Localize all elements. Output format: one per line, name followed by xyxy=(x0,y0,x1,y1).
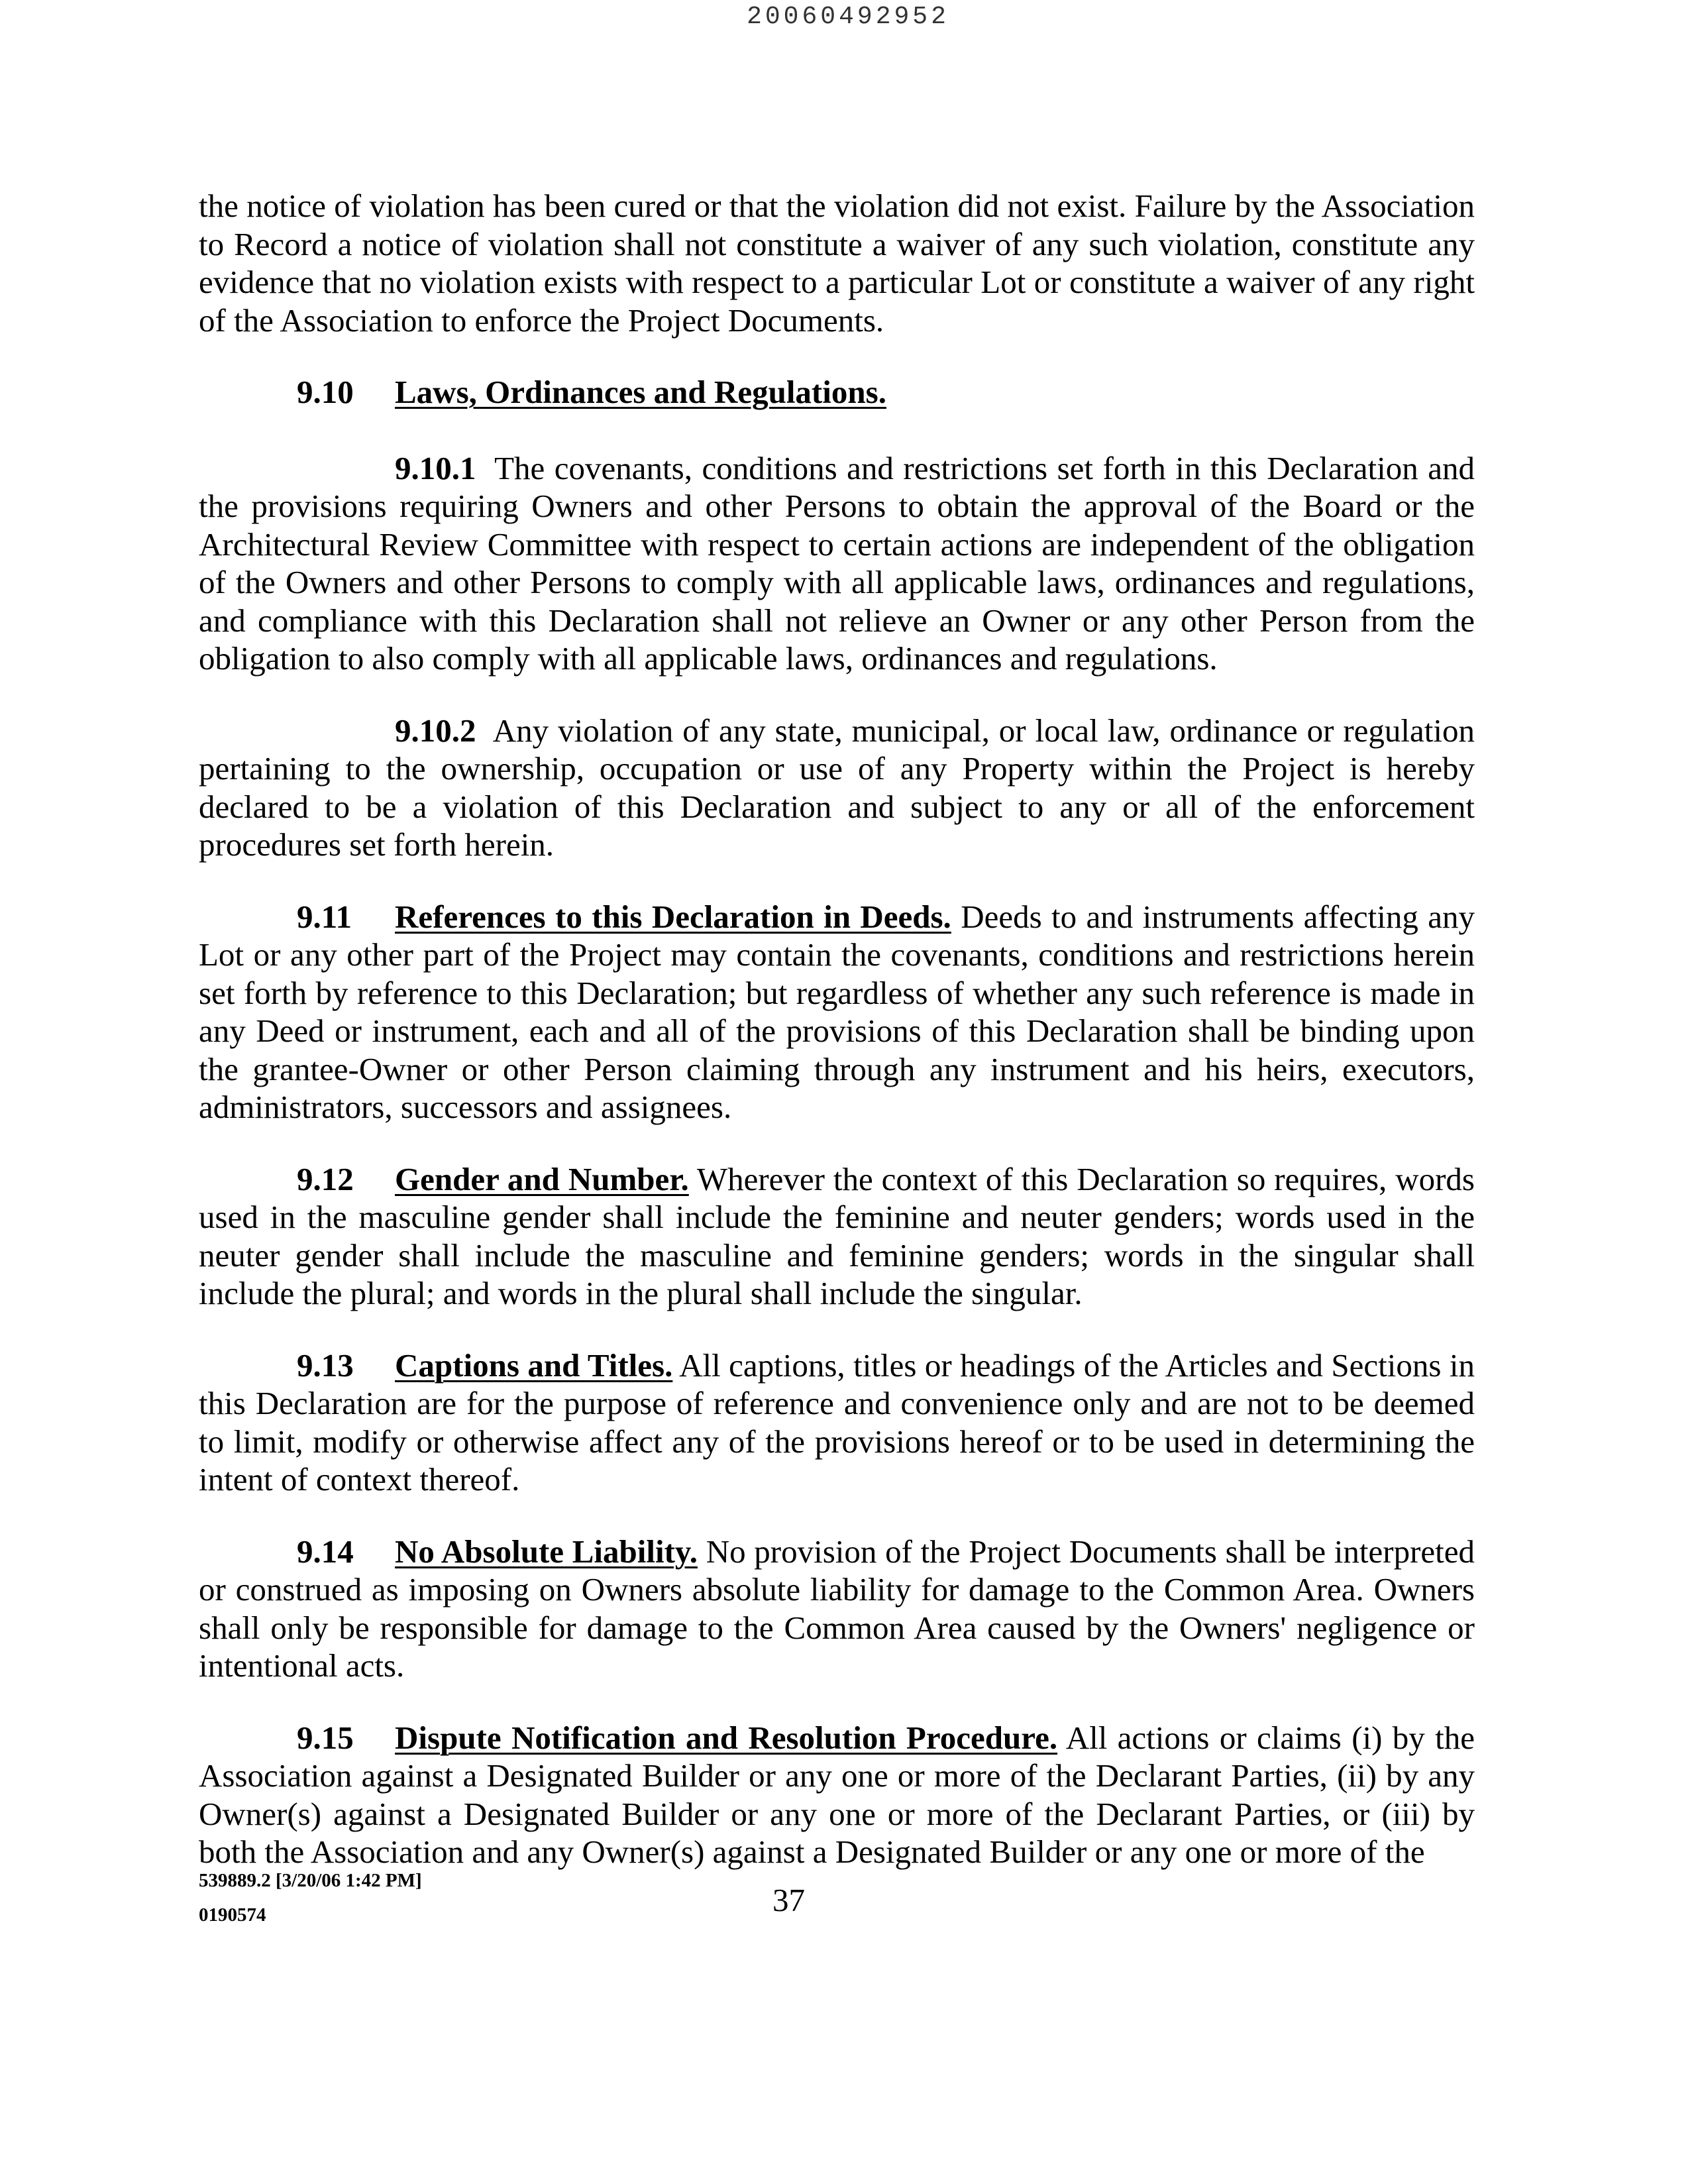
footer-matter-number: 0190574 xyxy=(199,1904,266,1926)
paragraph-text: the notice of violation has been cured or that the violation did not exist. Failure by the Association to Record a notice of violation shall not constitute a waiver of any such violation, constitute any evidence that no violation exists with respect to a particular Lot or constitute a waiver of any right of the Association to enforce the Project Documents. xyxy=(199,188,1475,339)
section-text: The covenants, conditions and restrictions set forth in this Declaration and the provisions requiring Owners and other Persons to obtain the approval of the Board or the Architectural Review Committee with respect to certain actions are independent of the obligation of the Owners and other Persons to comply with all applicable laws, ordinances and regulations, and compliance with this Declaration shall not relieve an Owner or any other Person from the obligation to also comply with all applicable laws, ordinances and regulations. xyxy=(199,449,1475,677)
section-title: References to this Declaration in Deeds. xyxy=(395,898,951,935)
section-text: Wherever the context of this Declaration so requires, words used in the masculine gender shall include the feminine and neuter genders; words used in the neuter gender shall include the masculine and feminine genders; words in the singular shall include the plural; and words in the plural shall include the singular. xyxy=(199,1160,1475,1311)
section-9-10-heading xyxy=(199,373,1475,411)
section-9-14 xyxy=(199,1533,1475,1685)
section-number: 9.15 xyxy=(297,1719,354,1756)
paragraph-continuation xyxy=(199,187,1475,339)
section-number: 9.14 xyxy=(297,1533,354,1570)
section-text: Any violation of any state, municipal, or local law, ordinance or regulation pertaining to the ownership, occupation or use of any Property within the Project is hereby declared to be a violation of this Declaration and subject to any or all of the enforcement procedures set forth herein. xyxy=(199,712,1475,863)
section-9-13 xyxy=(199,1346,1475,1499)
section-number: 9.13 xyxy=(297,1346,354,1384)
page-footer xyxy=(199,1863,1475,1936)
section-9-12 xyxy=(199,1160,1475,1313)
footer-doc-info xyxy=(199,1863,422,1932)
section-9-10-1 xyxy=(199,449,1475,678)
section-text: All actions or claims (i) by the Association against a Designated Builder or any one or more of the Declarant Parties, (ii) by any Owner(s) against a Designated Builder or any one or more of the Declarant Parties, or (iii) by both the Association and any Owner(s) against a Designated Builder or any one or more of the xyxy=(199,1719,1475,1870)
section-number: 9.10.1 xyxy=(395,449,476,486)
section-9-11 xyxy=(199,898,1475,1126)
section-number: 9.11 xyxy=(297,898,352,935)
document-number: 20060492952 xyxy=(747,3,949,31)
page-number: 37 xyxy=(772,1882,805,1918)
section-9-10-2 xyxy=(199,712,1475,864)
section-title: Laws, Ordinances and Regulations. xyxy=(395,374,886,410)
footer-doc-id: 539889.2 [3/20/06 1:42 PM] xyxy=(199,1870,422,1891)
section-title: Dispute Notification and Resolution Procedure. xyxy=(395,1719,1058,1756)
section-9-15 xyxy=(199,1719,1475,1871)
section-text: All captions, titles or headings of the Articles and Sections in this Declaration are for the purpose of reference and convenience only and are not to be deemed to limit, modify or otherwise affect any of the provisions hereof or to be used in determining the intent of context thereof. xyxy=(199,1346,1475,1498)
section-number: 9.12 xyxy=(297,1160,354,1197)
section-text: Deeds to and instruments affecting any Lot or any other part of the Project may contain the covenants, conditions and restrictions herein set forth by reference to this Declaration; but regardless of whether any such reference is made in any Deed or instrument, each and all of the provisions of this Declaration shall be binding upon the grantee-Owner or other Person claiming through any instrument and his heirs, executors, administrators, successors and assignees. xyxy=(199,898,1475,1125)
section-text: No provision of the Project Documents shall be interpreted or construed as imposing on Owners absolute liability for damage to the Common Area. Owners shall only be responsible for damage to the Common Area caused by the Owners' negligence or intentional acts. xyxy=(199,1533,1475,1684)
section-title: No Absolute Liability. xyxy=(395,1533,698,1570)
document-body xyxy=(199,187,1475,1905)
section-title: Gender and Number. xyxy=(395,1160,689,1197)
section-title: Captions and Titles. xyxy=(395,1346,673,1384)
section-number: 9.10.2 xyxy=(395,712,476,749)
section-number: 9.10 xyxy=(297,374,354,410)
